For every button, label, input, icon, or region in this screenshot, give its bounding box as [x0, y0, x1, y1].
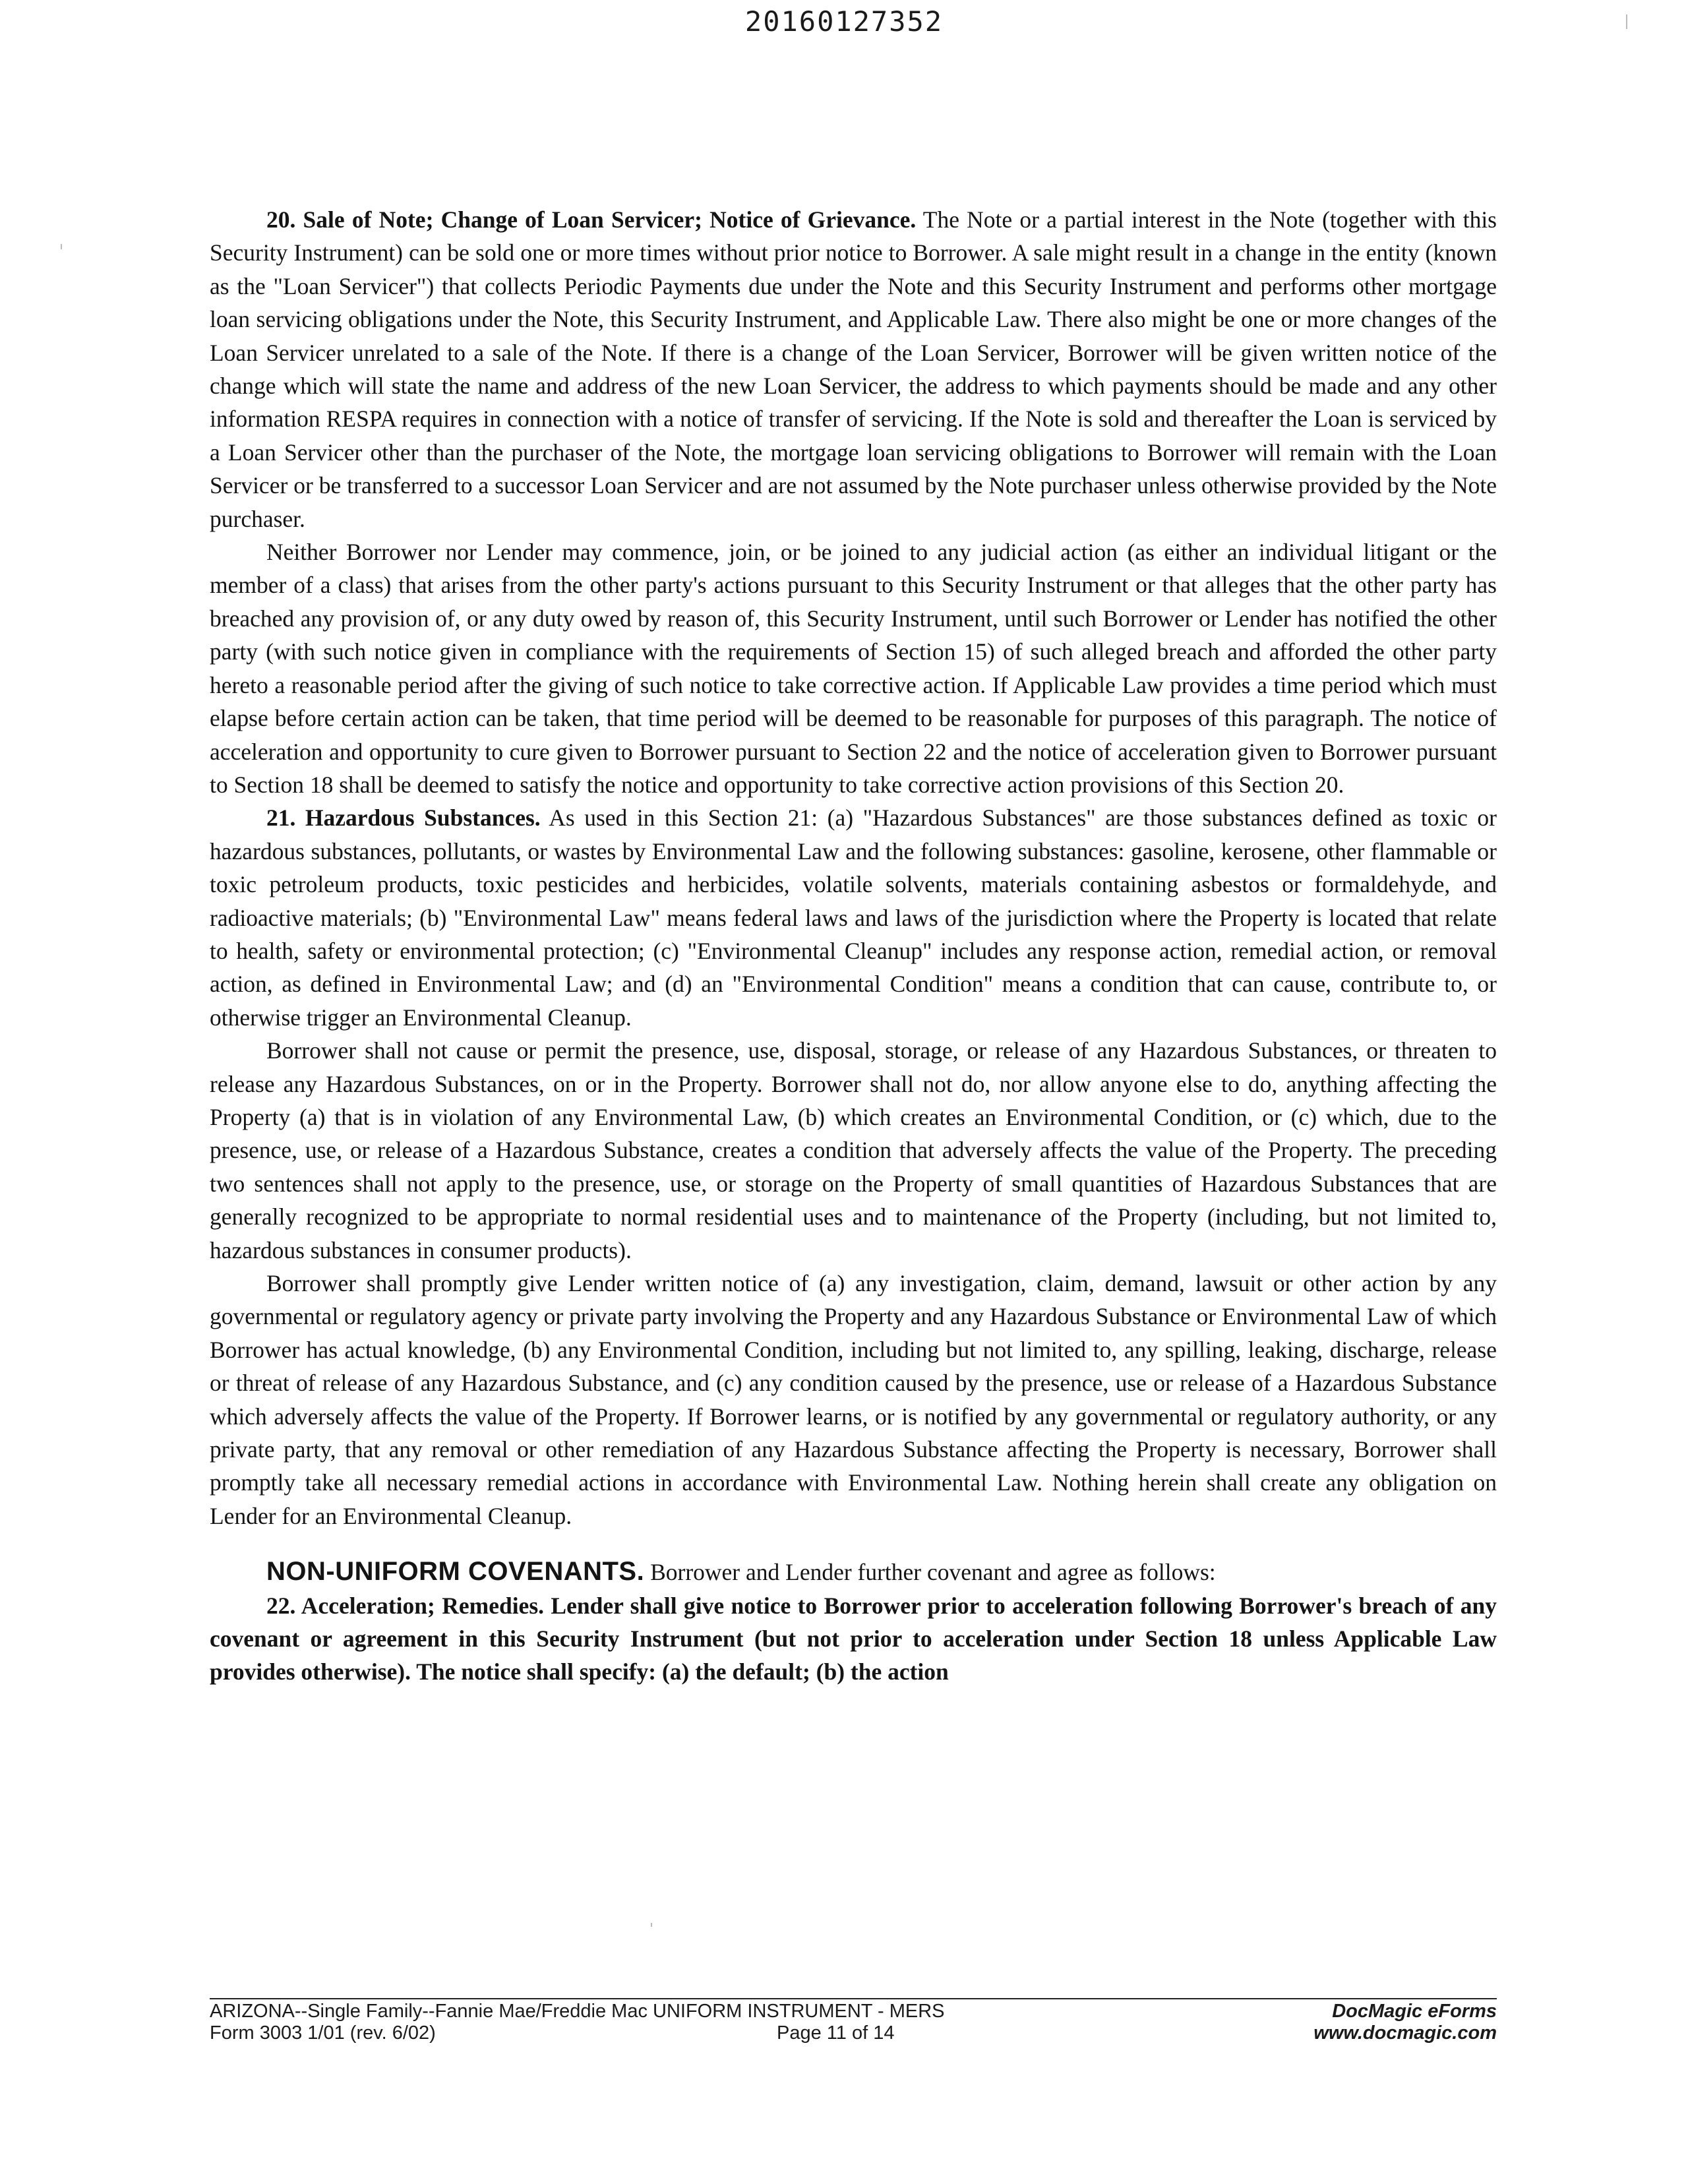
section-21-text: As used in this Section 21: (a) "Hazardous Substances" are those substances defined as toxic or hazardous substances, pollutants, or wastes by Environmental Law and the following substances: gasoline, kerosene, other flammable or toxic petroleum products, toxic pesticides and herbicides, volatile solvents, materials containing asbestos or formaldehyde, and radioactive materials; (b) "Environmental Law" means federal laws and laws of the jurisdiction where the Property is located that relate to health, safety or environmental protection; (c) "Environmental Cleanup" includes any response action, remedial action, or removal action, as defined in Environmental Law; and (d) an "Environmental Condition" means a condition that can cause, contribute to, or otherwise trigger an Environmental Cleanup.	[210, 804, 1497, 1031]
document-body	[210, 203, 1497, 1689]
section-22-paragraph	[210, 1589, 1497, 1689]
non-uniform-covenants-paragraph	[210, 1555, 1497, 1589]
page-number: Page 11 of 14	[777, 2022, 895, 2044]
non-uniform-covenants-text: Borrower and Lender further covenant and agree as follows:	[644, 1559, 1216, 1586]
form-number: Form 3003 1/01 (rev. 6/02)	[210, 2022, 436, 2044]
section-20-grievance-paragraph: Neither Borrower nor Lender may commence, join, or be joined to any judicial action (as either an individual litigant or the member of a class) that arises from the other party's actions pursuant to this Security Instrument or that alleges that the other party has breached any provision of, or any duty owed by reason of, this Security Instrument, until such Borrower or Lender has notified the other party (with such notice given in compliance with the requirements of Section 15) of such alleged breach and afforded the other party hereto a reasonable period after the giving of such notice to take corrective action. If Applicable Law provides a time period which must elapse before certain action can be taken, that time period will be deemed to be reasonable for purposes of this paragraph. The notice of acceleration and opportunity to cure given to Borrower pursuant to Section 22 and the notice of acceleration given to Borrower pursuant to Section 18 shall be deemed to satisfy the notice and opportunity to take corrective action provisions of this Section 20.	[210, 539, 1497, 798]
section-20-heading: 20. Sale of Note; Change of Loan Servicer; Notice of Grievance.	[266, 206, 917, 233]
recording-number: 20160127352	[744, 5, 944, 38]
section-22-text: Lender shall give notice to Borrower prior to acceleration following Borrower's breach of any covenant or agreement in this Security Instrument (but not prior to acceleration under Section 18 unless Applicable Law provides otherwise). The notice shall specify: (a) the default; (b) the action	[210, 1592, 1497, 1685]
form-title: ARIZONA--Single Family--Fannie Mae/Freddie Mac UNIFORM INSTRUMENT - MERS	[210, 2001, 945, 2022]
scan-mark-bottom	[651, 1923, 652, 1927]
section-21-paragraph	[210, 801, 1497, 1034]
section-20-paragraph	[210, 203, 1497, 535]
docmagic-logo: DocMagic eForms	[1332, 2001, 1497, 2022]
docmagic-url: www.docmagic.com	[1313, 2022, 1497, 2044]
scan-mark-right	[1626, 15, 1627, 29]
scan-mark-left	[61, 244, 62, 249]
section-21-restrictions-paragraph: Borrower shall not cause or permit the presence, use, disposal, storage, or release of any Hazardous Substances, or threaten to release any Hazardous Substances, on or in the Property. Borrower shall not do, nor allow anyone else to do, anything affecting the Property (a) that is in violation of any Environmental Law, (b) which creates an Environmental Condition, or (c) which, due to the presence, use, or release of a Hazardous Substance, creates a condition that adversely affects the value of the Property. The preceding two sentences shall not apply to the presence, use, or storage on the Property of small quantities of Hazardous Substances that are generally recognized to be appropriate to normal residential uses and to maintenance of the Property (including, but not limited to, hazardous substances in consumer products).	[210, 1037, 1497, 1263]
section-gap	[210, 1532, 1497, 1555]
section-20-text: The Note or a partial interest in the Note (together with this Security Instrument) can be sold one or more times without prior notice to Borrower. A sale might result in a change in the entity (known as the "Loan Servicer") that collects Periodic Payments due under the Note and this Security Instrument and performs other mortgage loan servicing obligations under the Note, this Security Instrument, and Applicable Law. There also might be one or more changes of the Loan Servicer unrelated to a sale of the Note. If there is a change of the Loan Servicer, Borrower will be given written notice of the change which will state the name and address of the new Loan Servicer, the address to which payments should be made and any other information RESPA requires in connection with a notice of transfer of servicing. If the Note is sold and thereafter the Loan is serviced by a Loan Servicer other than the purchaser of the Note, the mortgage loan servicing obligations to Borrower will remain with the Loan Servicer or be transferred to a successor Loan Servicer and are not assumed by the Note purchaser unless otherwise provided by the Note purchaser.	[210, 206, 1497, 532]
section-22-heading: 22. Acceleration; Remedies.	[266, 1592, 545, 1619]
section-21-notice-paragraph: Borrower shall promptly give Lender written notice of (a) any investigation, claim, demand, lawsuit or other action by any governmental or regulatory agency or private party involving the Property and any Hazardous Substance or Environmental Law of which Borrower has actual knowledge, (b) any Environmental Condition, including but not limited to, any spilling, leaking, discharge, release or threat of release of any Hazardous Substance, and (c) any condition caused by the presence, use or release of a Hazardous Substance which adversely affects the value of the Property. If Borrower learns, or is notified by any governmental or regulatory authority, or any private party, that any removal or other remediation of any Hazardous Substance affecting the Property is necessary, Borrower shall promptly take all necessary remedial actions in accordance with Environmental Law. Nothing herein shall create any obligation on Lender for an Environmental Cleanup.	[210, 1270, 1497, 1529]
docmagic-branding	[1313, 2001, 1497, 2044]
page-footer	[210, 2001, 1497, 2053]
footer-divider	[210, 1998, 1497, 1999]
non-uniform-covenants-heading: NON-UNIFORM COVENANTS.	[266, 1557, 645, 1587]
section-21-heading: 21. Hazardous Substances.	[266, 804, 541, 832]
